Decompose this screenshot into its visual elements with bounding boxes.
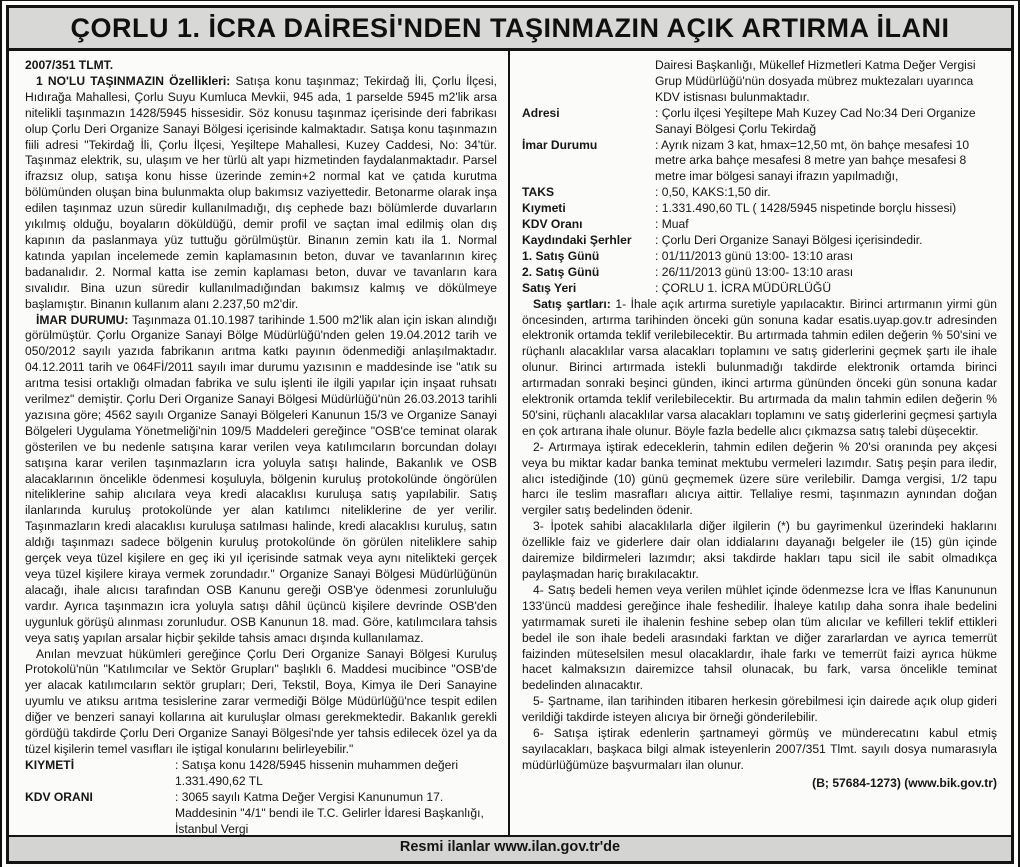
- address-label: Adresi: [522, 105, 560, 120]
- first-sale-day-text: : 01/11/2013 günü 13:00- 13:10 arası: [655, 248, 854, 263]
- second-sale-day-label: 2. Satış Günü: [522, 264, 600, 279]
- sale-place-label: Satış Yeri: [522, 280, 577, 295]
- taks-label: TAKS: [522, 185, 555, 200]
- sale-term-6: 6- Satışa iştirak edenlerin şartnameyi görmüş ve münderecatını kabul etmiş sayılacakları, başkaca bilgi almak isteyenlerin 2007/351 Tlmt. sayılı dosya numarasıyla müdürlüğümüze başvurmaları ilan olunur.: [522, 726, 997, 772]
- address-row: [522, 106, 997, 138]
- vat-text: : Muaf: [655, 217, 689, 232]
- zoning-status-heading: İMAR DURUMU:: [36, 312, 129, 327]
- value-row: [522, 201, 997, 217]
- sale-term-2: 2- Artırmaya iştirak edeceklerin, tahmin edilen değerin % 20'si oranında pey akçesi veya bu miktar kadar banka teminat mektubu vermeleri lazımdır. Satış peşin para iledir, alıcı istediğinde (10) günü geçmemek üzere süre verilebilir. Damga vergisi, 1/2 tapu harcı ile teslim masrafları alıcıya aittir. Tellaliye resmi, taşınmazın aynından doğan vergiler satış bedelinden ödenir.: [522, 439, 997, 518]
- annotations-label: Kaydındaki Şerhler: [522, 232, 632, 247]
- two-column-body: [9, 51, 1011, 835]
- first-sale-day-label: 1. Satış Günü: [522, 248, 600, 263]
- property-description-paragraph: [25, 74, 497, 313]
- vat-label: KDV Oranı: [522, 217, 583, 232]
- value-text: : 1.331.490,60 TL ( 1428/5945 nispetinde borçlu hissesi): [655, 201, 957, 216]
- annotations-row: [522, 233, 997, 249]
- appraised-value-label: KIYMETİ: [25, 757, 75, 772]
- sale-term-3: 3- İpotek sahibi alacaklılarla diğer ilgilerin (*) bu gayrimenkul üzerindeki haklarını özellikle faiz ve giderlere dair olan iddialarını dayanağı belgeler ile (15) gün içinde dairemize bildirmeleri lazımdır; aksi takdirde hakları tapu sicil ile sabit olmadıkça paylaşmadan hariç bırakılacaktır.: [522, 519, 997, 581]
- zoning-status-paragraph: [25, 313, 497, 647]
- right-column: [510, 51, 1011, 835]
- sale-term-4: 4- Satış bedeli hemen veya verilen mühlet içinde ödenmezse İcra ve İflas Kanununun 133'üncü maddesi gereğince ihale feshedilir. İhaleye katılıp daha sonra ihale bedelini yatırmamak sureti ile ihalenin feshine sebep olan tüm alıcılar ve kefilleri teklif ettikleri bedel ile son ihale bedeli arasındaki farktan ve diğer zararlardan ve ayrıca temerrüt faizinden müteselsilen mesul olacaklardır, ihale farkı ve temerrüt faizi ayrıca hükme hacet kalmaksızın dairemizce tahsil olunacak, bu fark, varsa öncelikle teminat bedelinden alınacaktır.: [522, 582, 997, 693]
- value-label: Kıymeti: [522, 201, 566, 216]
- zoning-status-text: Taşınmaza 01.10.1987 tarihinde 1.500 m2'lik alan için iskan alındığı görülmüştür. Çorlu Organize Sanayi Bölge Müdürlüğü'nden gelen 19.04.2012 tarih ve 050/2012 sayılı yazıda fabrikanın arıtma katkı payının ödenmediği anlaşılmaktadır. 04.12.2011 tarih ve 064Fİ/2011 sayılı imar durumu yazısının e maddesinde ise "atık su arıtma tesisi ortaklığı olmadan fabrika ve sulu işlenti ile ilgili yapılar için inşaat ruhsatı verilmez" demiştir. Çorlu Deri Organize Sanayi Bölgesi Müdürlüğü'nün 26.03.2013 tarihli yazısına göre; 4562 sayılı Organize Sanayi Bölgeleri Kanunun 15/3 ve Organize Sanayi Bölgeleri Uygulama Yönetmeliği'nin 109/5 Maddeleri gereğince "OSB'ce teminat olarak gösterilen ve bu nedenle satışına karar verilen veya katılımcıların borcundan dolayı satışına karar verilen taşınmazların icra yoluyla satışı halinde, Bakanlık ve OSB alacaklarının öncelikle ödenmesi koşuluyla, bölgenin kuruluş protokolünde öngörülen niteliklerine sahip alıcılara veya kredi alacaklısı kuruluşa satış yapılabilir. Satış ilanlarında kuruluş protokolünde yer alan katılımcı niteliklerine de yer verilir. Taşınmazların kredi alacaklısı kuruluşa satılması halinde, kredi alacaklısı kuruluş, satın aldığı taşınmazı sadece bölgenin kuruluş protokolünde ön görülen niteliklere sahip gerçek veya tüzel kişilere en geç iki yıl içerisinde satmak veya aynı nitelikteki gerçek veya tüzel kişilere kiraya vermek zorundadır." Organize Sanayi Bölgesi Müdürlüğünün alacağı, ihale alıcısı tarafından OSB Kanunu gereği OSB'ye ödenmesi zorunluluğu vardır. Ayrıca taşınmazın icra yoluyla satışı dâhil üçüncü kişilere devrinde OSB'den uygunluk görüşü alınması zorunludur. OSB Kanunun 18. mad. Göre, katılımcılara tahsis veya satış yapılan arsalar hiçbir şekilde tahsis amacı dışında kullanılamaz.: [25, 312, 497, 645]
- vat-rate-row: [25, 790, 497, 835]
- property-description-heading: 1 NO'LU TAŞINMAZIN Özellikleri:: [36, 73, 231, 88]
- sale-place-row: [522, 281, 997, 297]
- sale-terms-heading: Satış şartları:: [533, 296, 611, 311]
- official-announcements-banner: Resmi ilanlar www.ilan.gov.tr'de: [9, 835, 1011, 861]
- property-description-text: Satışa konu taşınmaz; Tekirdağ İli, Çorlu İlçesi, Hıdırağa Mahallesi, Çorlu Suyu Kumluca Mevkii, 945 ada, 1 parselde 5945 m2'lik arsa nitelikli taşınmazın 1428/5945 hissesidir. Söz konusu taşınmaz içerisinde deri fabrikası olup Çorlu Deri Organize Sanayi Bölgesi içerisinde kalmaktadır. Satışa konu taşınmazın fiili adresi "Tekirdağ İli, Çorlu İlçesi, Yeşiltepe Mahallesi, Kuzey Caddesi, No: 34'tür. Taşınmaz elektrik, su, ulaşım ve her türlü alt yapı hizmetinden faydalanmaktadır. Parsel ifrazsız olup, satışa konu hisse üzerinde zemin+2 normal kat ve çatıda kurutma bölümünden oluşan bina bulunmakta olup bakımsız vaziyettedir. Betonarme olarak inşa edilen taşınmaz uzun süredir kullanılmadığı, dış cephede bazı bölümlerde duvarların yıkılmış olduğu, boyaların döküldüğü, demir profil ve saçtan imal edilmiş olan dış kapının da paslanmaya yüz tuttuğu görülmüştür. Binanın zemin katı ila 1. Normal katında yapılan incelemede zemin kaplamasının beton, duvar ve tavanlarının kireç badanalıdır. 2. Normal katta ise zemin kaplaması beton, duvar ve tavanların kara sıvalıdır. Bina uzun süredir kullanılmadığından bakımsız kalmış ve dökülmeye başlamıştır. Binanın kullanım alanı 2.237,50 m2'dir.: [25, 73, 497, 311]
- zoning-text: : Ayrık nizam 3 kat, hmax=12,50 mt, ön bahçe mesafesi 10 metre arka bahçe mesafesi 8 metre yan bahçe mesafesi 8 metre imar bölgesi sanayi ifrazın yapılmadığı,: [655, 137, 970, 184]
- case-number: 2007/351 TLMT.: [25, 58, 114, 72]
- first-sale-day-row: [522, 249, 997, 265]
- second-sale-day-text: : 26/11/2013 günü 13:00- 13:10 arası: [655, 264, 854, 279]
- announcement-frame: [6, 5, 1014, 864]
- sale-term-5: 5- Şartname, ilan tarihinden itibaren herkesin görebilmesi için dairede açık olup gideri verildiği takdirde isteyen alıcıya bir örneği gönderilebilir.: [522, 694, 997, 725]
- appraised-value-row: [25, 758, 497, 790]
- vat-row: [522, 217, 997, 233]
- vat-rate-label: KDV ORANI: [25, 789, 93, 804]
- vat-rate-text: : 3065 sayılı Katma Değer Vergisi Kanunumun 17. Maddesinin "4/1" bendi ile T.C. Gelirler İdaresi Başkanlığı, İstanbul Vergi: [175, 789, 484, 835]
- taks-row: [522, 185, 997, 201]
- appraised-value-text: : Satışa konu 1428/5945 hissenin muhammen değeri 1.331.490,62 TL: [175, 757, 459, 788]
- sale-place-text: : ÇORLU 1. İCRA MÜDÜRLÜĞÜ: [655, 280, 832, 295]
- legislation-paragraph: Anılan mevzuat hükümleri gereğince Çorlu Deri Organize Sanayi Bölgesi Kuruluş Protokolü'nün "Katılımcılar ve Sektör Grupları" başlıklı 6. Maddesi mucibince "OSB'de yer alacak katılımcıların sektör grupları; Deri, Tekstil, Boya, Kimya ile Deri Sanayine uyumlu ve atıksu arıtma tesislerine zarar vermediği Bölge Müdürlüğü'nce tespit edilen diğer ve benzeri sanayi kollarına ait kuruluşlar olması gerekmektedir. Bakanlık gerekli gördüğü takdirde Çorlu Deri Organize Sanayi Bölgesi'nde yer tahsis edilecek özel ya da tüzel kişilerin temel vasıfları ile iştigal konularını belirleyebilir.": [25, 646, 497, 756]
- zoning-label: İmar Durumu: [522, 137, 598, 152]
- second-sale-day-row: [522, 265, 997, 281]
- sale-term-1: [522, 297, 997, 440]
- vat-continuation-text: Dairesi Başkanlığı, Mükellef Hizmetleri Katma Değer Vergisi Grup Müdürlüğü'nün dosyada mübrez muktezaları uyarınca KDV istisnası bulunmaktadır.: [655, 58, 976, 104]
- taks-text: : 0,50, KAKS:1,50 dir.: [655, 185, 771, 200]
- address-text: : Çorlu ilçesi Yeşiltepe Mah Kuzey Cad No:34 Deri Organize Sanayi Bölgesi Çorlu Tekirdağ: [655, 105, 976, 136]
- annotations-text: : Çorlu Deri Organize Sanayi Bölgesi içerisindedir.: [655, 232, 923, 247]
- page-title: ÇORLU 1. İCRA DAİRESİ'NDEN TAŞINMAZIN AÇIK ARTIRMA İLANI: [9, 8, 1011, 51]
- sale-term-1-text: 1- İhale açık artırma suretiyle yapılacaktır. Birinci artırmanın yirmi gün öncesinden, artırma tarihinden önceki gün sonuna kadar esatis.uyap.gov.tr adresinden elektronik ortamda teklif verilebilecektir. Bu artırmada tahmin edilen değerin % 50'sini ve rüçhanlı alacaklılar varsa alacakları toplamını ve satış giderlerini geçmek şartı ile ihale olunur. Birinci artırmada istekli bulunmadığı takdirde elektronik ortamda birinci artırmadan sonraki beşinci günden, ikinci artırma gününden önceki gün sonuna kadar elektronik ortamda teklif verilebilecektir. Bu artırmada da malın tahmin edilen değerin % 50'sini, rüçhanlı alacaklılar varsa alacakları toplamını ve satış giderlerini geçmesi şartıyla en çok artırana ihale olunur. Böyle fazla bedelle alıcı çıkmazsa satış talebi düşecektir.: [522, 296, 997, 438]
- left-column: [9, 51, 510, 835]
- zoning-row: [522, 138, 997, 186]
- publication-reference: (B; 57684-1273) (www.bik.gov.tr): [812, 775, 997, 790]
